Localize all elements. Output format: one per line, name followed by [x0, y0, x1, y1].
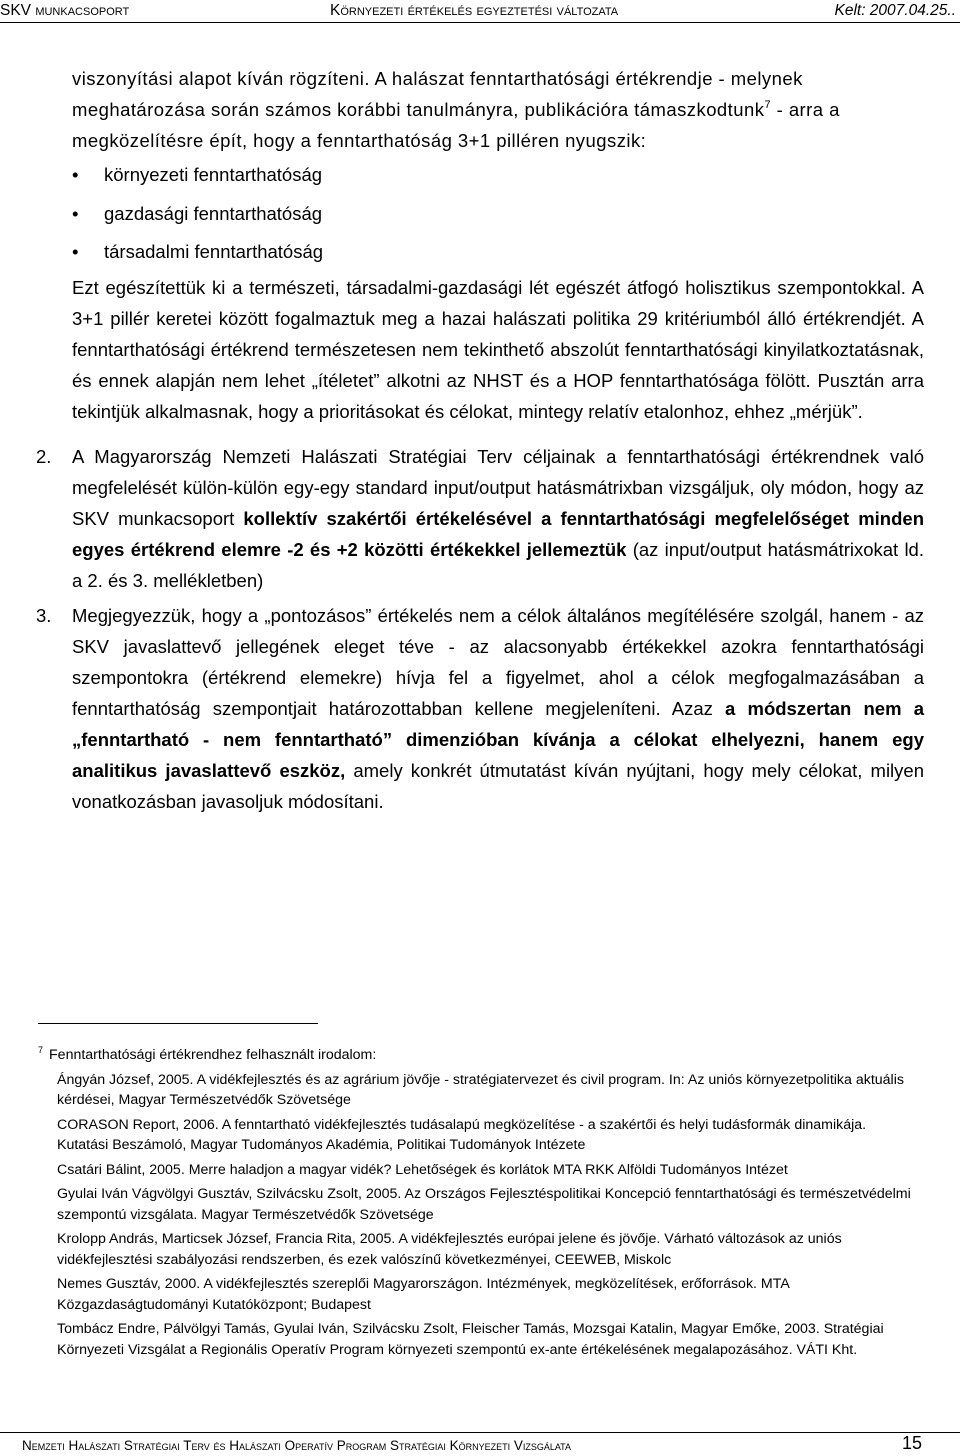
item-number: 2. [36, 445, 52, 467]
reference-item: Tombácz Endre, Pálvölgyi Tamás, Gyulai Iván, Szilvácsku Zsolt, Fleischer Tamás, Mozsgai Katalin, Magyar Emőke, 2003. Stratégiai Környezeti Vizsgálat a Regionális Operatív Program környezeti szempontú ex-ante értékelésének megalapozásához. VÁTI Kht. [57, 1321, 884, 1358]
reference-item: Krolopp András, Marticsek József, Francia Rita, 2005. A vidékfejlesztés európai jelene és jövője. Várható változások az uniós vidékfejlesztési szabályozási rendszerben, és ezek valószínű következményei, CEEWEB, Miskolc [57, 1231, 842, 1268]
list-item: • környezeti fenntarthatóság [72, 156, 924, 195]
numbered-item-3 [36, 600, 924, 817]
intro-line-1: viszonyítási alapot kíván rögzíteni. A halászat fenntarthatósági értékrendje - melynek [72, 68, 803, 89]
paragraph-ezt: Ezt egészítettük ki a természeti, társadalmi-gazdasági lét egészét átfogó holisztikus szempontokkal. A 3+1 pillér keretei között fogalmaztuk meg a hazai halászati politika 29 kritériumból álló értékrendjét. A fenntarthatósági értékrend természetesen nem tekinthető abszolút fenntarthatósági kinyilatkoztatásnak, és ennek alapján nem lehet „ítéletet” alkotni az NHST és a HOP fenntarthatósága fölött. Pusztán arra tekintjük alkalmasnak, hogy a prioritásokat és célokat, mintegy relatív etalonhoz, ehhez „mérjük”. [72, 276, 924, 422]
footnote-separator [38, 1023, 318, 1024]
reference-item: Nemes Gusztáv, 2000. A vidékfejlesztés szereplői Magyarországon. Intézmények, megközelítések, erőforrások. MTA Közgazdaságtudományi Kutatóközpont; Budapest [57, 1276, 790, 1313]
item-number: 3. [36, 604, 52, 626]
list-item: • társadalmi fenntarthatóság [72, 233, 924, 272]
intro-line-3: megközelítésre épít, hogy a fenntarthatóság 3+1 pilléren nyugszik: [72, 130, 647, 151]
footnote-heading: $^7$ Fenntarthatósági értékrendhez felhasznált irodalom: [38, 1045, 377, 1063]
footnotes [38, 1040, 918, 1360]
main-text [36, 63, 924, 817]
pillar-list [72, 156, 924, 272]
reference-item: CORASON Report, 2006. A fenntartható vidékfejlesztés tudásalapú megközelítése - a szakértői és helyi tudásformák dinamikája. Kutatási Beszámoló, Magyar Tudományos Akadémia, Politikai Tudományok Intézete [57, 1116, 867, 1153]
numbered-item-2 [36, 441, 924, 596]
item-text: Megjegyezzük, hogy a „pontozásos” értékelés nem a célok általános megítélésére szolgál, hanem - az SKV javaslattevő jellegének eleget téve - az alacsonyabb értékekkel azokra fenntarthatósági szempontokra (értékrend elemekre) hívja fel a figyelmet, ahol a célok megfogalmazásában a fenntarthatóság szempontjait határozottabban kellene megjeleníteni. Azaz a módszertan nem a „fenntartható - nem fenntartható” dimenzióban kívánja a célokat elhelyezni, hanem egy analitikus javaslattevő eszköz, amely konkrét útmutatást kíván nyújtani, hogy mely célokat, milyen vonatkozásban javasoljuk módosítani. [72, 604, 924, 812]
footnote-reference[interactable]: 7 [764, 99, 772, 111]
page-number: 15 [901, 1433, 922, 1453]
header-date: Kelt: 2007.04.25.. [834, 2, 956, 19]
reference-item: Csatári Bálint, 2005. Merre haladjon a magyar vidék? Lehetőségek és korlátok MTA RKK Alföldi Tudományos Intézet [57, 1161, 788, 1178]
reference-item: Gyulai Iván Vágvölgyi Gusztáv, Szilvácsku Zsolt, 2005. Az Országos Fejlesztéspolitikai Koncepció fenntarthatósági és természetvédelmi szempontú vizsgálata. Magyar Természetvédők Szövetsége [57, 1186, 911, 1223]
header-center: Környezeti értékelés egyeztetési változata [330, 2, 619, 19]
footer-title: Nemzeti Halászati Stratégiai Terv és Halászati Operatív Program Stratégiai Környezeti Vizsgálata [22, 1438, 572, 1453]
list-item: • gazdasági fenntarthatóság [72, 195, 924, 234]
page-header [0, 0, 960, 23]
page-footer [0, 1432, 960, 1456]
reference-item: Ángyán József, 2005. A vidékfejlesztés és az agrárium jövője - stratégiatervezet és civil program. In: Az uniós környezetpolitika aktuális kérdései, Magyar Természetvédők Szövetsége [57, 1071, 904, 1108]
intro-line-2: meghatározása során számos korábbi tanulmányra, publikációra támaszkodtunk$^7$ - arra a [72, 99, 840, 120]
header-left: SKV munkacsoport [0, 2, 130, 19]
item-text: A Magyarország Nemzeti Halászati Stratégiai Terv céljainak a fenntarthatósági értékrendnek való megfelelését külön-külön egy-egy standard input/output hatásmátrixban vizsgáljuk, oly módon, hogy az SKV munkacsoport kollektív szakértői értékelésével a fenntarthatósági megfelelőséget minden egyes értékrend elemre -2 és +2 közötti értékekkel jellemeztük (az input/output hatásmátrixokat ld. a 2. és 3. mellékletben) [72, 445, 924, 591]
